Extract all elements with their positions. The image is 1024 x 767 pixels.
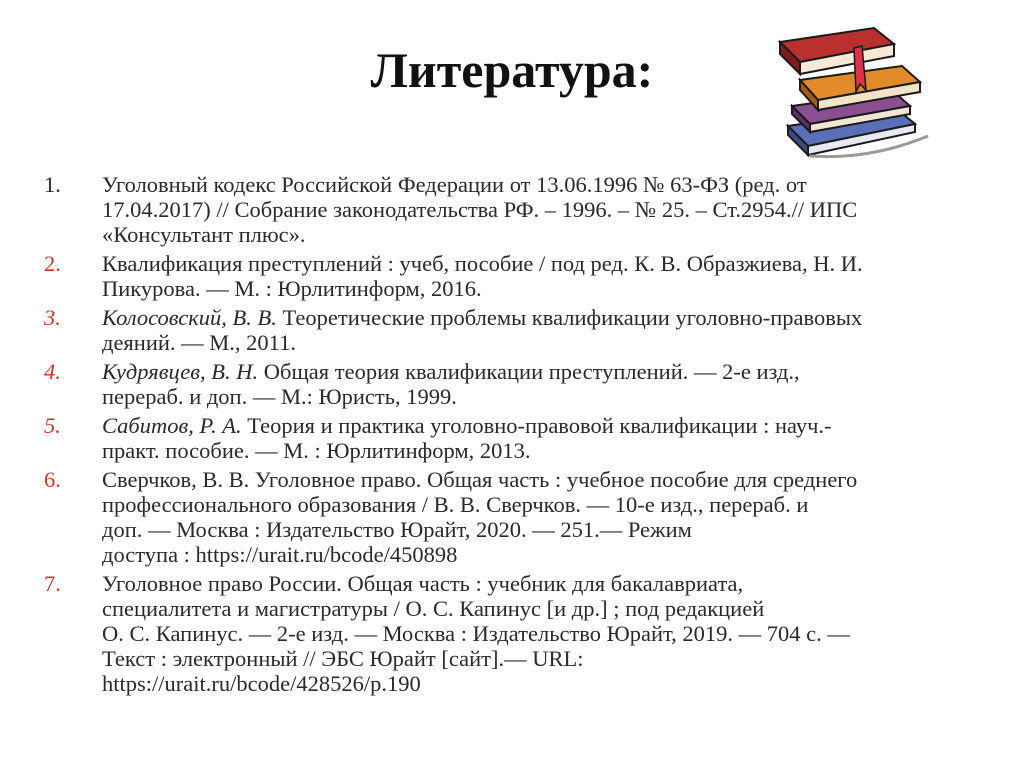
list-item bbox=[44, 359, 984, 409]
item-first-line bbox=[102, 305, 984, 330]
list-item bbox=[44, 251, 984, 301]
item-text: «Консультант плюс». bbox=[102, 222, 306, 247]
list-item bbox=[44, 467, 984, 567]
item-text: Уголовное право России. Общая часть : учебник для бакалавриата, bbox=[102, 571, 744, 596]
references-list bbox=[44, 172, 984, 700]
list-item bbox=[44, 172, 984, 247]
item-first-line bbox=[102, 359, 984, 384]
item-text: Теоретические проблемы квалификации уголовно-правовых bbox=[276, 305, 863, 330]
item-text: Пикурова. — М. : Юрлитинформ, 2016. bbox=[102, 276, 482, 301]
item-number: 4. bbox=[44, 359, 61, 384]
item-link[interactable]: доступа : https://urait.ru/bcode/450898 bbox=[102, 542, 458, 567]
item-author: Сабитов, Р. А. bbox=[102, 413, 242, 438]
item-number: 3. bbox=[44, 305, 61, 330]
list-item bbox=[44, 305, 984, 355]
item-text: Сверчков, В. В. Уголовное право. Общая часть : учебное пособие для среднего bbox=[102, 467, 858, 492]
item-number: 5. bbox=[44, 413, 61, 438]
item-text: О. С. Капинус. — 2-е изд. — Москва : Издательство Юрайт, 2019. — 704 с. — bbox=[102, 621, 850, 646]
item-text: Квалификация преступлений : учеб, пособие / под ред. К. В. Образжиева, Н. И. bbox=[102, 251, 863, 276]
item-text: практ. пособие. — М. : Юрлитинформ, 2013. bbox=[102, 438, 531, 463]
item-text: Общая теория квалификации преступлений. — 2-е изд., bbox=[258, 359, 800, 384]
item-text: Уголовный кодекс Российской Федерации от 13.06.1996 № 63-ФЗ (ред. от bbox=[102, 172, 807, 197]
item-author: Кудрявцев, В. Н. bbox=[102, 359, 259, 384]
item-text: перераб. и доп. — М.: Юристь, 1999. bbox=[102, 384, 457, 409]
item-text: Теория и практика уголовно-правовой квалификации : науч.- bbox=[241, 413, 832, 438]
list-item bbox=[44, 413, 984, 463]
item-text: 17.04.2017) // Собрание законодательства РФ. – 1996. – № 25. – Ст.2954.// ИПС bbox=[102, 197, 858, 222]
item-number: 6. bbox=[44, 467, 61, 492]
list-item bbox=[44, 571, 984, 696]
item-number: 2. bbox=[44, 251, 61, 276]
item-author: Колосовский, В. В. bbox=[102, 305, 277, 330]
item-text: Текст : электронный // ЭБС Юрайт [сайт].— URL: bbox=[102, 646, 584, 671]
item-first-line bbox=[102, 413, 984, 438]
stack-of-books-icon bbox=[770, 14, 935, 160]
item-number: 7. bbox=[44, 571, 61, 596]
item-link[interactable]: https://urait.ru/bcode/428526/p.190 bbox=[102, 671, 421, 696]
item-text: деяний. — М., 2011. bbox=[102, 330, 296, 355]
page-title: Литература: bbox=[370, 42, 654, 98]
item-number: 1. bbox=[44, 172, 61, 197]
item-text: специалитета и магистратуры / О. С. Капинус [и др.] ; под редакцией bbox=[102, 596, 765, 621]
item-text: профессионального образования / В. В. Сверчков. — 10-е изд., перераб. и bbox=[102, 492, 809, 517]
item-text: доп. — Москва : Издательство Юрайт, 2020. — 251.— Режим bbox=[102, 517, 692, 542]
